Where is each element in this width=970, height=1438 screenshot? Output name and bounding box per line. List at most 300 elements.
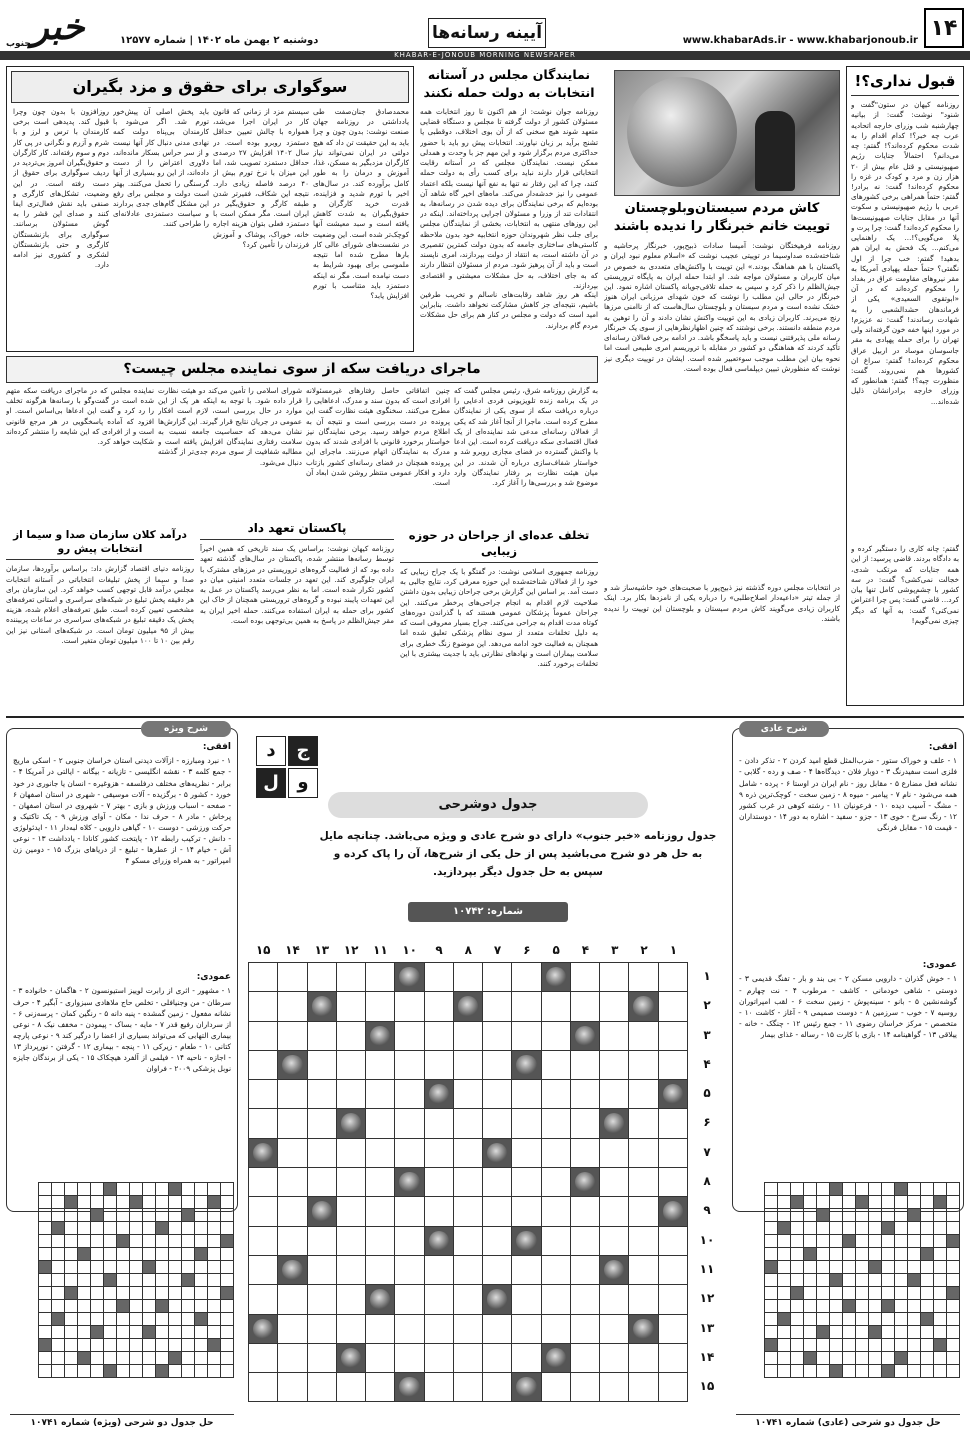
grid-cell [169, 1248, 182, 1261]
grid-cell[interactable] [629, 1226, 658, 1255]
grid-cell[interactable] [512, 1080, 541, 1109]
grid-cell [117, 1196, 130, 1209]
grid-cell [778, 1326, 791, 1339]
grid-cell[interactable] [278, 1226, 307, 1255]
grid-cell [91, 1365, 104, 1378]
grid-cell[interactable] [424, 963, 453, 992]
grid-cell [843, 1222, 856, 1235]
grid-cell [804, 1300, 817, 1313]
grid-cell[interactable] [278, 963, 307, 992]
grid-cell [104, 1235, 117, 1248]
grid-cell[interactable] [658, 1255, 687, 1284]
grid-cell[interactable] [395, 1109, 424, 1138]
grid-cell[interactable] [453, 1168, 482, 1197]
grid-cell[interactable] [658, 963, 687, 992]
grid-cell[interactable] [453, 1050, 482, 1079]
grid-cell [921, 1300, 934, 1313]
grid-cell[interactable] [278, 1373, 307, 1402]
grid-cell[interactable] [366, 1050, 395, 1079]
grid-cell [195, 1365, 208, 1378]
grid-cell[interactable] [600, 1285, 629, 1314]
grid-cell[interactable] [249, 1373, 278, 1402]
grid-cell[interactable] [278, 1197, 307, 1226]
grid-cell[interactable] [570, 1373, 599, 1402]
grid-cell[interactable] [629, 1080, 658, 1109]
grid-cell [182, 1339, 195, 1352]
crossword-grid[interactable] [248, 962, 688, 1402]
grid-cell[interactable] [658, 1314, 687, 1343]
block-cell [336, 1109, 365, 1138]
grid-cell[interactable] [336, 1226, 365, 1255]
grid-cell[interactable] [424, 1285, 453, 1314]
grid-cell [195, 1261, 208, 1274]
grid-cell[interactable] [629, 1255, 658, 1284]
grid-cell[interactable] [453, 1255, 482, 1284]
grid-cell[interactable] [453, 963, 482, 992]
grid-cell[interactable] [483, 1050, 512, 1079]
grid-cell[interactable] [366, 1343, 395, 1372]
grid-cell[interactable] [600, 1226, 629, 1255]
grid-cell[interactable] [453, 1138, 482, 1167]
grid-cell [143, 1352, 156, 1365]
block-cell [65, 1196, 78, 1209]
grid-cell [78, 1261, 91, 1274]
crossword-grid-table[interactable] [248, 962, 688, 1402]
grid-cell[interactable] [453, 1314, 482, 1343]
grid-cell[interactable] [395, 1285, 424, 1314]
grid-cell[interactable] [658, 1226, 687, 1255]
grid-cell [39, 1365, 52, 1378]
grid-cell [791, 1300, 804, 1313]
grid-cell [130, 1339, 143, 1352]
block-cell [395, 1373, 424, 1402]
grid-cell[interactable] [307, 1080, 336, 1109]
grid-cell[interactable] [366, 1138, 395, 1167]
grid-cell [791, 1365, 804, 1378]
grid-cell [169, 1326, 182, 1339]
grid-cell [869, 1287, 882, 1300]
grid-cell[interactable] [424, 1373, 453, 1402]
grid-cell[interactable] [570, 1226, 599, 1255]
grid-cell[interactable] [336, 1373, 365, 1402]
row-number: ۸ [703, 1174, 711, 1189]
grid-cell[interactable] [249, 1197, 278, 1226]
grid-cell[interactable] [249, 1021, 278, 1050]
grid-cell[interactable] [570, 1080, 599, 1109]
grid-cell[interactable] [395, 1343, 424, 1372]
grid-cell[interactable] [336, 992, 365, 1021]
grid-cell[interactable] [395, 1197, 424, 1226]
grid-cell[interactable] [629, 1138, 658, 1167]
grid-cell[interactable] [366, 1373, 395, 1402]
grid-cell [817, 1313, 830, 1326]
grid-cell[interactable] [307, 1373, 336, 1402]
grid-cell[interactable] [278, 1138, 307, 1167]
block-cell [169, 1183, 182, 1196]
block-cell [908, 1209, 921, 1222]
grid-cell [804, 1313, 817, 1326]
grid-cell[interactable] [278, 1080, 307, 1109]
grid-cell [182, 1300, 195, 1313]
grid-cell [195, 1300, 208, 1313]
grid-cell[interactable] [570, 1109, 599, 1138]
grid-cell [843, 1261, 856, 1274]
grid-cell [91, 1352, 104, 1365]
block-cell [921, 1248, 934, 1261]
grid-cell[interactable] [483, 1168, 512, 1197]
grid-cell[interactable] [541, 1314, 570, 1343]
block-cell [424, 1080, 453, 1109]
grid-cell[interactable] [249, 1285, 278, 1314]
grid-cell[interactable] [307, 1021, 336, 1050]
grid-cell[interactable] [629, 1021, 658, 1050]
grid-cell[interactable] [629, 963, 658, 992]
grid-cell[interactable] [600, 963, 629, 992]
block-cell [143, 1261, 156, 1274]
grid-cell[interactable] [600, 1343, 629, 1372]
grid-cell [843, 1365, 856, 1378]
grid-cell[interactable] [424, 1050, 453, 1079]
grid-cell[interactable] [541, 1197, 570, 1226]
grid-cell [208, 1313, 221, 1326]
grid-cell[interactable] [278, 1314, 307, 1343]
grid-cell [830, 1339, 843, 1352]
grid-cell[interactable] [512, 963, 541, 992]
grid-cell[interactable] [629, 1050, 658, 1079]
grid-cell[interactable] [629, 1285, 658, 1314]
grid-cell[interactable] [600, 1197, 629, 1226]
block-cell [52, 1313, 65, 1326]
grid-cell [843, 1183, 856, 1196]
grid-cell[interactable] [512, 1314, 541, 1343]
grid-cell[interactable] [453, 1080, 482, 1109]
grid-cell[interactable] [658, 1343, 687, 1372]
grid-cell[interactable] [278, 1109, 307, 1138]
grid-cell[interactable] [249, 1080, 278, 1109]
grid-cell[interactable] [366, 992, 395, 1021]
grid-cell [130, 1326, 143, 1339]
grid-cell[interactable] [249, 1226, 278, 1255]
grid-cell[interactable] [336, 1080, 365, 1109]
grid-cell[interactable] [483, 1109, 512, 1138]
grid-cell[interactable] [629, 1109, 658, 1138]
grid-cell [882, 1196, 895, 1209]
grid-cell [208, 1209, 221, 1222]
grid-cell[interactable] [541, 1138, 570, 1167]
grid-cell[interactable] [336, 1314, 365, 1343]
grid-cell [195, 1183, 208, 1196]
grid-cell[interactable] [541, 1050, 570, 1079]
grid-cell[interactable] [483, 1197, 512, 1226]
grid-cell[interactable] [424, 1343, 453, 1372]
grid-cell [921, 1261, 934, 1274]
grid-cell[interactable] [512, 1138, 541, 1167]
grid-cell[interactable] [249, 963, 278, 992]
grid-cell[interactable] [307, 1285, 336, 1314]
grid-cell[interactable] [424, 1138, 453, 1167]
grid-cell [65, 1261, 78, 1274]
grid-cell [817, 1183, 830, 1196]
grid-cell [221, 1365, 234, 1378]
block-cell [104, 1274, 117, 1287]
grid-cell[interactable] [570, 1314, 599, 1343]
special-down-head: عمودی: [196, 972, 231, 983]
block-cell [483, 1285, 512, 1314]
section-title: آیینه رسانه‌ها [428, 18, 546, 48]
block-cell [195, 1248, 208, 1261]
grid-cell[interactable] [307, 1226, 336, 1255]
grid-cell[interactable] [570, 1255, 599, 1284]
grid-cell [117, 1287, 130, 1300]
grid-cell [143, 1300, 156, 1313]
grid-cell [869, 1300, 882, 1313]
grid-cell [856, 1248, 869, 1261]
grid-cell[interactable] [278, 1343, 307, 1372]
grid-cell[interactable] [278, 1285, 307, 1314]
row-number: ۲ [703, 998, 711, 1013]
grid-cell[interactable] [483, 1314, 512, 1343]
grid-cell[interactable] [249, 1050, 278, 1079]
grid-cell[interactable] [395, 1255, 424, 1284]
block-cell [424, 1226, 453, 1255]
grid-cell[interactable] [570, 1285, 599, 1314]
grid-cell [947, 1274, 960, 1287]
grid-cell[interactable] [395, 1226, 424, 1255]
grid-cell[interactable] [483, 1255, 512, 1284]
grid-cell[interactable] [453, 1021, 482, 1050]
grid-cell[interactable] [453, 1197, 482, 1226]
grid-cell[interactable] [366, 963, 395, 992]
grid-cell[interactable] [570, 1138, 599, 1167]
pakistan-body: روزنامه کیهان نوشت: براساس یک سند تاریخی که همین اخیراً توسط رسانه‌ها منتشر شده، پاکستان در سال‌های گذشته تعهد داده بود که از فعالیت گروه‌های تروریستی در مرزهای مشترک با ایران جلوگیری کند. این تعهد در جلسات متعدد امنیتی میان دو کشور تکرار شده است. اما به نظر می‌رسد پاکستان در عمل به این تعهدات پایبند نبوده و گروه‌های تروریستی همچنان از خاک این کشور برای حمله به ایران استفاده می‌کنند. حمله اخیر ایران به مقر جیش‌الظلم در پاسخ به همین بی‌توجهی بوده است. [200, 544, 394, 625]
grid-cell[interactable] [541, 1255, 570, 1284]
grid-cell[interactable] [512, 1285, 541, 1314]
grid-cell[interactable] [278, 992, 307, 1021]
grid-cell[interactable] [424, 1021, 453, 1050]
grid-cell[interactable] [483, 1226, 512, 1255]
grid-cell[interactable] [658, 1168, 687, 1197]
grid-cell [791, 1261, 804, 1274]
grid-cell[interactable] [541, 1373, 570, 1402]
grid-cell[interactable] [541, 1285, 570, 1314]
grid-cell[interactable] [512, 992, 541, 1021]
block-cell [307, 992, 336, 1021]
grid-cell[interactable] [658, 1021, 687, 1050]
block-cell [804, 1248, 817, 1261]
grid-cell[interactable] [600, 1138, 629, 1167]
grid-cell[interactable] [424, 1168, 453, 1197]
soogvari-col1: محمدصادق جنان‌صفت طی یادداشتی در روزنامه جهان صنعت نوشت: بدون چون و چرا باید به این حقیقت تن داد که هیچ دولتی در ایران نمی‌تواند نیاز کارگران مزدبگیر به مسکن، غذا، آموزش و درمان را به طور کامل برآورده کند. در سال‌های اخیر با تورم شدید و فزاینده، قدرت خرید کارگران و حقوق‌بگیران به شدت کاهش یافته است و سبد معیشت آنها کوچک‌تر شده است. این وضعیت در نشست‌های شورای عالی کار بارها مطرح شده اما نتیجه ملموسی برای بهبود شرایط به دست نیامده است. مگر نه اینکه دستمزد باید متناسب با تورم افزایش یابد؟ [313, 107, 409, 300]
grid-cell [195, 1274, 208, 1287]
grid-cell[interactable] [395, 1050, 424, 1079]
grid-cell [843, 1274, 856, 1287]
grid-cell[interactable] [483, 963, 512, 992]
grid-cell[interactable] [366, 1255, 395, 1284]
daramad-article [6, 528, 194, 706]
grid-cell[interactable] [629, 1197, 658, 1226]
grid-cell[interactable] [570, 1197, 599, 1226]
grid-cell[interactable] [453, 1373, 482, 1402]
grid-cell [143, 1183, 156, 1196]
grid-cell[interactable] [366, 1197, 395, 1226]
logo [6, 6, 110, 54]
grid-cell[interactable] [483, 992, 512, 1021]
grid-cell [921, 1352, 934, 1365]
grid-cell[interactable] [658, 1050, 687, 1079]
grid-cell[interactable] [307, 1138, 336, 1167]
grid-cell[interactable] [278, 1021, 307, 1050]
grid-cell [78, 1209, 91, 1222]
grid-cell[interactable] [658, 1285, 687, 1314]
grid-cell[interactable] [658, 1109, 687, 1138]
grid-cell [156, 1313, 169, 1326]
grid-cell[interactable] [483, 1021, 512, 1050]
grid-cell[interactable] [600, 1080, 629, 1109]
grid-cell[interactable] [541, 1080, 570, 1109]
grid-cell [143, 1313, 156, 1326]
grid-cell [104, 1196, 117, 1209]
grid-cell[interactable] [249, 992, 278, 1021]
grid-cell[interactable] [453, 1109, 482, 1138]
grid-cell[interactable] [307, 1255, 336, 1284]
grid-cell[interactable] [453, 1343, 482, 1372]
masthead-strip [0, 51, 970, 60]
logo-letter-3: و [288, 768, 318, 798]
grid-cell[interactable] [512, 1168, 541, 1197]
grid-cell[interactable] [366, 1080, 395, 1109]
grid-cell[interactable] [395, 1314, 424, 1343]
grid-cell [804, 1222, 817, 1235]
grid-cell[interactable] [424, 1197, 453, 1226]
grid-cell[interactable] [600, 1050, 629, 1079]
grid-cell[interactable] [629, 1168, 658, 1197]
grid-cell[interactable] [366, 1168, 395, 1197]
special-down: ۱ - مشهور - اثری از رابرت لوییز استیونسون ۲ - هاگمان - خانواده ۳ - سرطان - من وجنیافلی - تخلص حاج ملاهادی سبزواری - آبگیر ۴ - حرف نشانه مفعول - زمین گمشده - پنبه دانه ۵ - رنگین کمان - پرسه‌زنی ۶ - از سرداران رفیع قدر ۷ - مایه - بساک - پیمودن - مخفف نیک ۸ - نوعی بیماری التهابی که می‌تواند بسیاری از اعضا را درگیر کند ۹ - نوعی پارچه کتانی ۱۰ - طعام - زیرکی ۱۱ - پنجه - بیماری ۱۲ - گرفتن - نورپرداز ۱۳ - اجازه - ناحیه ۱۴ - فیلمی از آلفرد هیچکاک ۱۵ - یکی از برندگان جایزه نوبل پزشکی ۲۰۰۹ - فراوان [13, 986, 231, 1074]
grid-cell[interactable] [395, 992, 424, 1021]
grid-cell[interactable] [307, 1050, 336, 1079]
grid-cell[interactable] [658, 992, 687, 1021]
grid-cell[interactable] [453, 1285, 482, 1314]
grid-cell [856, 1235, 869, 1248]
grid-cell[interactable] [307, 963, 336, 992]
grid-cell[interactable] [512, 1197, 541, 1226]
grid-cell[interactable] [249, 1343, 278, 1372]
grid-cell [78, 1300, 91, 1313]
grid-cell[interactable] [658, 1138, 687, 1167]
grid-cell[interactable] [541, 1109, 570, 1138]
grid-cell[interactable] [600, 1021, 629, 1050]
majara-title: ماجرای دریافت سکه از سوی نماینده مجلس چیست؟ [6, 356, 598, 383]
grid-cell [195, 1196, 208, 1209]
grid-cell[interactable] [512, 1109, 541, 1138]
grid-cell[interactable] [600, 1168, 629, 1197]
block-cell [453, 992, 482, 1021]
grid-cell[interactable] [249, 1109, 278, 1138]
grid-cell[interactable] [600, 1314, 629, 1343]
grid-cell[interactable] [570, 963, 599, 992]
grid-cell[interactable] [307, 1343, 336, 1372]
grid-cell[interactable] [307, 1168, 336, 1197]
grid-cell [156, 1235, 169, 1248]
grid-cell[interactable] [570, 992, 599, 1021]
grid-cell[interactable] [658, 1373, 687, 1402]
grid-cell[interactable] [424, 1255, 453, 1284]
grid-cell[interactable] [336, 1285, 365, 1314]
grid-cell[interactable] [336, 1255, 365, 1284]
grid-cell[interactable] [483, 1080, 512, 1109]
block-cell [366, 1021, 395, 1050]
grid-cell[interactable] [395, 1080, 424, 1109]
grid-cell[interactable] [541, 1168, 570, 1197]
grid-cell[interactable] [366, 1109, 395, 1138]
grid-cell [921, 1235, 934, 1248]
grid-cell [843, 1196, 856, 1209]
grid-cell[interactable] [600, 992, 629, 1021]
grid-cell[interactable] [541, 1021, 570, 1050]
grid-cell [156, 1183, 169, 1196]
grid-cell[interactable] [336, 1050, 365, 1079]
grid-cell [104, 1352, 117, 1365]
grid-cell[interactable] [541, 1226, 570, 1255]
grid-cell[interactable] [629, 1343, 658, 1372]
grid-cell[interactable] [424, 1314, 453, 1343]
grid-cell[interactable] [336, 1168, 365, 1197]
special-clues-panel [6, 724, 238, 1212]
grid-cell[interactable] [512, 1343, 541, 1372]
grid-cell[interactable] [307, 1314, 336, 1343]
grid-cell [908, 1222, 921, 1235]
block-cell [117, 1300, 130, 1313]
grid-cell[interactable] [570, 1343, 599, 1372]
grid-cell[interactable] [483, 1343, 512, 1372]
grid-cell[interactable] [512, 1255, 541, 1284]
grid-cell[interactable] [366, 1314, 395, 1343]
grid-cell[interactable] [249, 1168, 278, 1197]
grid-cell[interactable] [424, 992, 453, 1021]
grid-cell [52, 1261, 65, 1274]
grid-cell [208, 1287, 221, 1300]
grid-cell[interactable] [541, 992, 570, 1021]
block-cell [934, 1196, 947, 1209]
grid-cell[interactable] [307, 1109, 336, 1138]
grid-cell [78, 1365, 91, 1378]
majara-col1: به گزارش روزنامه شرق، رئیس مجلس گفت که در یک برنامه زنده تلویزیونی فردی ادعایی را درباره دریافت سکه از سوی یکی از نمایندگان مطرح کرده است. ماجرا از آنجا آغاز شد که یکی از فعالان رسانه‌ای مدعی شد نماینده‌ای از یک فعال اقتصادی سکه دریافت کرده است. این ادعا با واکنش گسترده در فضای مجازی روبرو شد و خواستار شفاف‌سازی درباره آن شدند. در این میان هیئت نظارت بر رفتار نمایندگان وارد موضوع شد و بررسی‌ها را آغاز کرد. [454, 386, 598, 487]
grid-cell[interactable] [336, 1197, 365, 1226]
grid-cell [130, 1274, 143, 1287]
grid-cell[interactable] [336, 1138, 365, 1167]
grid-cell[interactable] [278, 1168, 307, 1197]
grid-cell[interactable] [512, 1021, 541, 1050]
grid-cell[interactable] [600, 1373, 629, 1402]
grid-cell [882, 1248, 895, 1261]
grid-cell[interactable] [336, 963, 365, 992]
grid-cell [91, 1235, 104, 1248]
grid-cell[interactable] [424, 1109, 453, 1138]
grid-cell[interactable] [336, 1021, 365, 1050]
grid-cell [78, 1235, 91, 1248]
grid-cell[interactable] [249, 1255, 278, 1284]
block-cell [117, 1235, 130, 1248]
grid-cell[interactable] [483, 1373, 512, 1402]
soogvari-col2: سیستم مزد از زمانی که قانون کار در ایران اجرا می‌شد، همواره با چالش تعیین حداقل دستمزد روبرو بوده است. در سال ۱۴۰۲ افزایش ۲۷ درصدی حداقل دستمزد تصویب شد، اما این میزان با نرخ تورم بیش از ۴۰ درصد فاصله زیادی دارد. نتیجه این شکاف، فقیرتر شدن طبقه کارگر و حقوق‌بگیر در ایران است. مگر ممکن است با دستمزد فعلی بتوان هزینه اجاره خانه، خوراک، پوشاک و آموزش فرزندان را تأمین کرد؟ [213, 107, 309, 249]
grid-cell [908, 1365, 921, 1378]
grid-cell[interactable] [395, 1138, 424, 1167]
grid-cell[interactable] [366, 1226, 395, 1255]
grid-cell[interactable] [395, 1021, 424, 1050]
grid-cell[interactable] [629, 1373, 658, 1402]
grid-cell[interactable] [453, 1226, 482, 1255]
grid-cell[interactable] [570, 1050, 599, 1079]
